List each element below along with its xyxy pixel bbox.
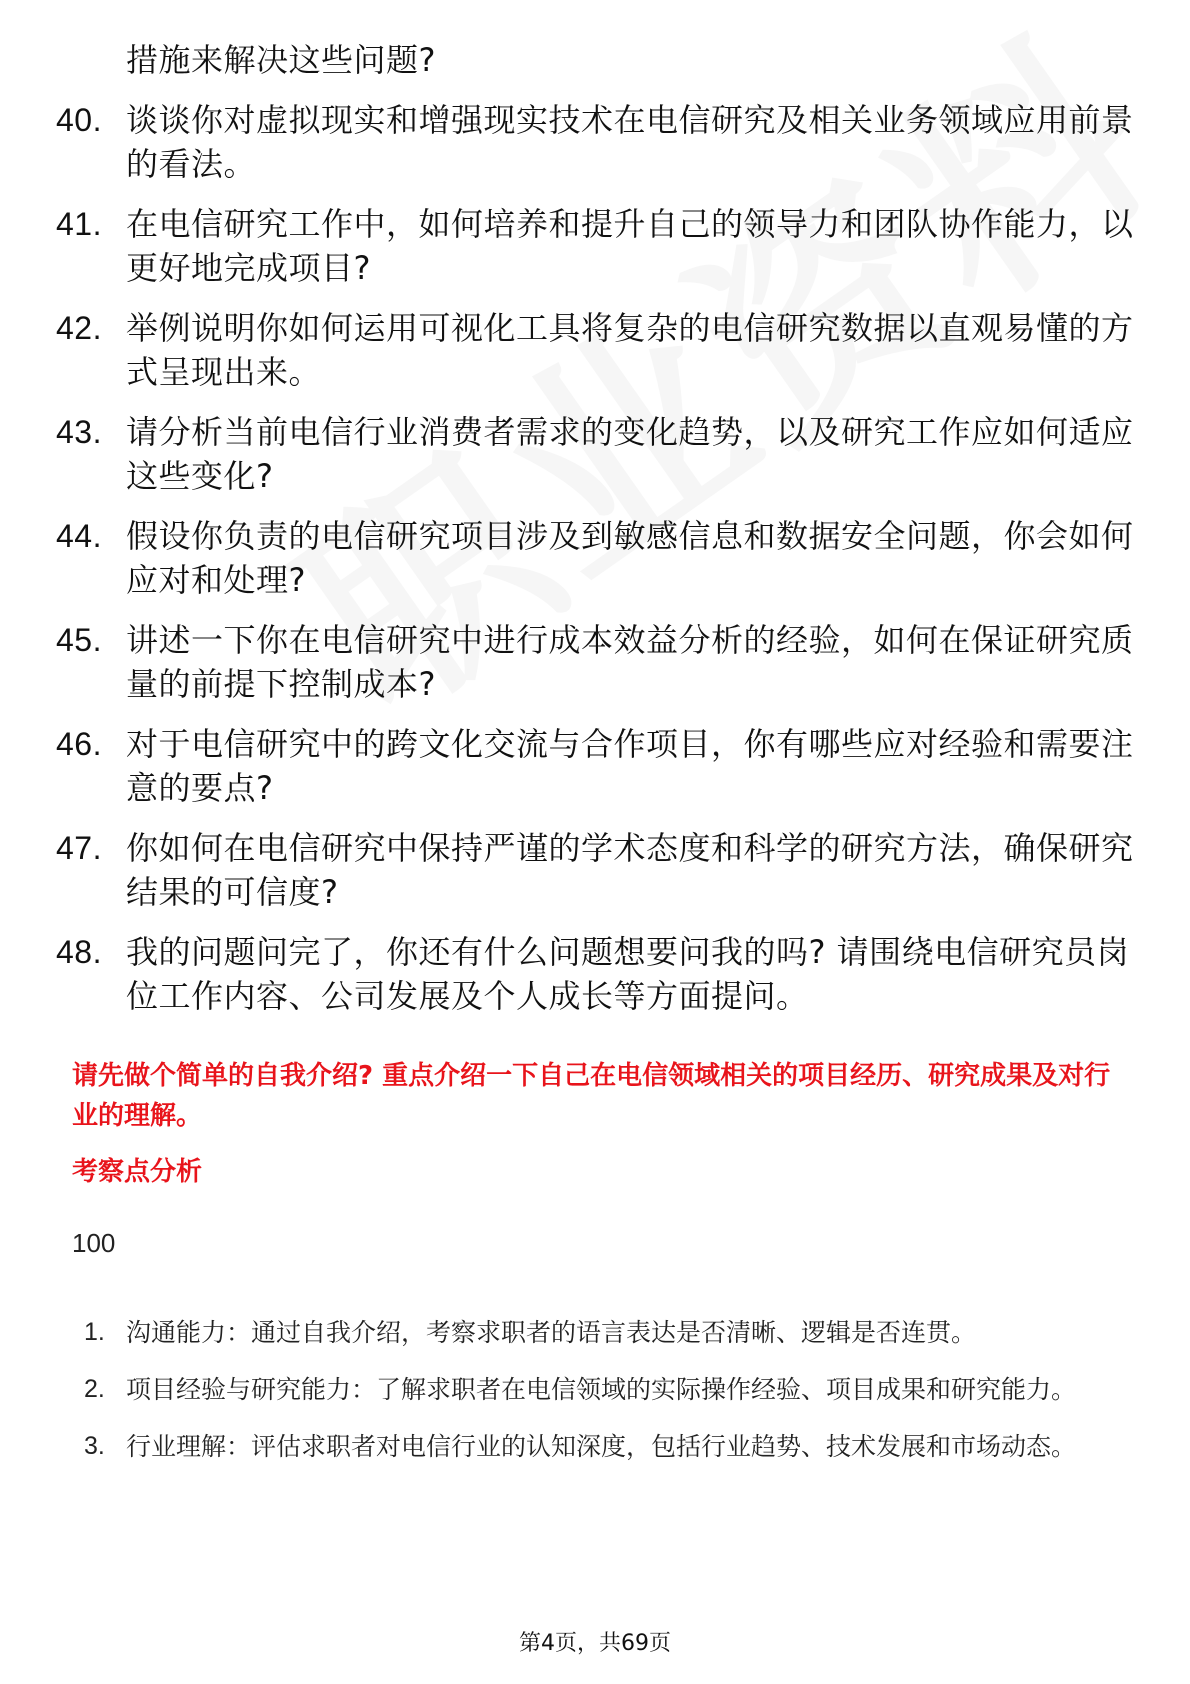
list-item-number: 41. (56, 206, 102, 242)
list-item-text: 谈谈你对虚拟现实和增强现实技术在电信研究及相关业务领域应用前景的看法。 (126, 101, 1134, 183)
list-item-text: 沟通能力：通过自我介绍，考察求职者的语言表达是否清晰、逻辑是否连贯。 (126, 1318, 977, 1347)
list-item (56, 618, 1136, 706)
score-value: 100 (72, 1228, 116, 1258)
list-item-text: 你如何在电信研究中保持严谨的学术态度和科学的研究方法，确保研究结果的可信度? (126, 829, 1134, 911)
list-item (56, 826, 1136, 914)
page-footer: 第4页，共69页 (519, 1631, 671, 1656)
list-item-number: 3. (84, 1432, 105, 1460)
list-item-text: 行业理解：评估求职者对电信行业的认知深度，包括行业趋势、技术发展和市场动态。 (126, 1432, 1077, 1461)
list-item-number: 47. (56, 830, 102, 866)
list-item-number: 46. (56, 726, 102, 762)
list-item (56, 722, 1136, 810)
list-item (56, 930, 1136, 1018)
highlight-question: 请先做个简单的自我介绍? 重点介绍一下自己在电信领域相关的项目经历、研究成果及对行业的理解。 (72, 1061, 1111, 1131)
list-item-number: 43. (56, 414, 102, 450)
list-item (56, 38, 1136, 82)
list-item-text: 项目经验与研究能力：了解求职者在电信领域的实际操作经验、项目成果和研究能力。 (126, 1375, 1077, 1404)
list-item-text: 对于电信研究中的跨文化交流与合作项目，你有哪些应对经验和需要注意的要点? (126, 725, 1134, 807)
list-item-text: 假设你负责的电信研究项目涉及到敏感信息和数据安全问题，你会如何应对和处理? (126, 517, 1134, 599)
list-item-number: 48. (56, 934, 102, 970)
list-item-text: 请分析当前电信行业消费者需求的变化趋势，以及研究工作应如何适应这些变化? (126, 413, 1134, 495)
list-item-number: 1. (84, 1318, 105, 1346)
list-item (56, 98, 1136, 186)
list-item (84, 1361, 1114, 1418)
list-item (84, 1418, 1114, 1475)
list-item (84, 1304, 1114, 1361)
list-item-text: 措施来解决这些问题? (126, 41, 436, 79)
list-item-number: 45. (56, 622, 102, 658)
list-item-number: 2. (84, 1375, 105, 1403)
analysis-list (84, 1304, 1114, 1475)
list-item (56, 202, 1136, 290)
list-item-text: 我的问题问完了，你还有什么问题想要问我的吗? 请围绕电信研究员岗位工作内容、公司发展及个人成长等方面提问。 (126, 933, 1130, 1015)
list-item-text: 讲述一下你在电信研究中进行成本效益分析的经验，如何在保证研究质量的前提下控制成本? (126, 621, 1134, 703)
list-item (56, 410, 1136, 498)
list-item-number: 44. (56, 518, 102, 554)
list-item (56, 306, 1136, 394)
list-item-text: 举例说明你如何运用可视化工具将复杂的电信研究数据以直观易懂的方式呈现出来。 (126, 309, 1134, 391)
list-item (56, 514, 1136, 602)
list-item-number: 42. (56, 310, 102, 346)
list-item-text: 在电信研究工作中，如何培养和提升自己的领导力和团队协作能力，以更好地完成项目? (126, 205, 1134, 287)
list-item-number: 40. (56, 102, 102, 138)
question-list (56, 38, 1136, 1034)
analysis-heading: 考察点分析 (72, 1157, 203, 1187)
